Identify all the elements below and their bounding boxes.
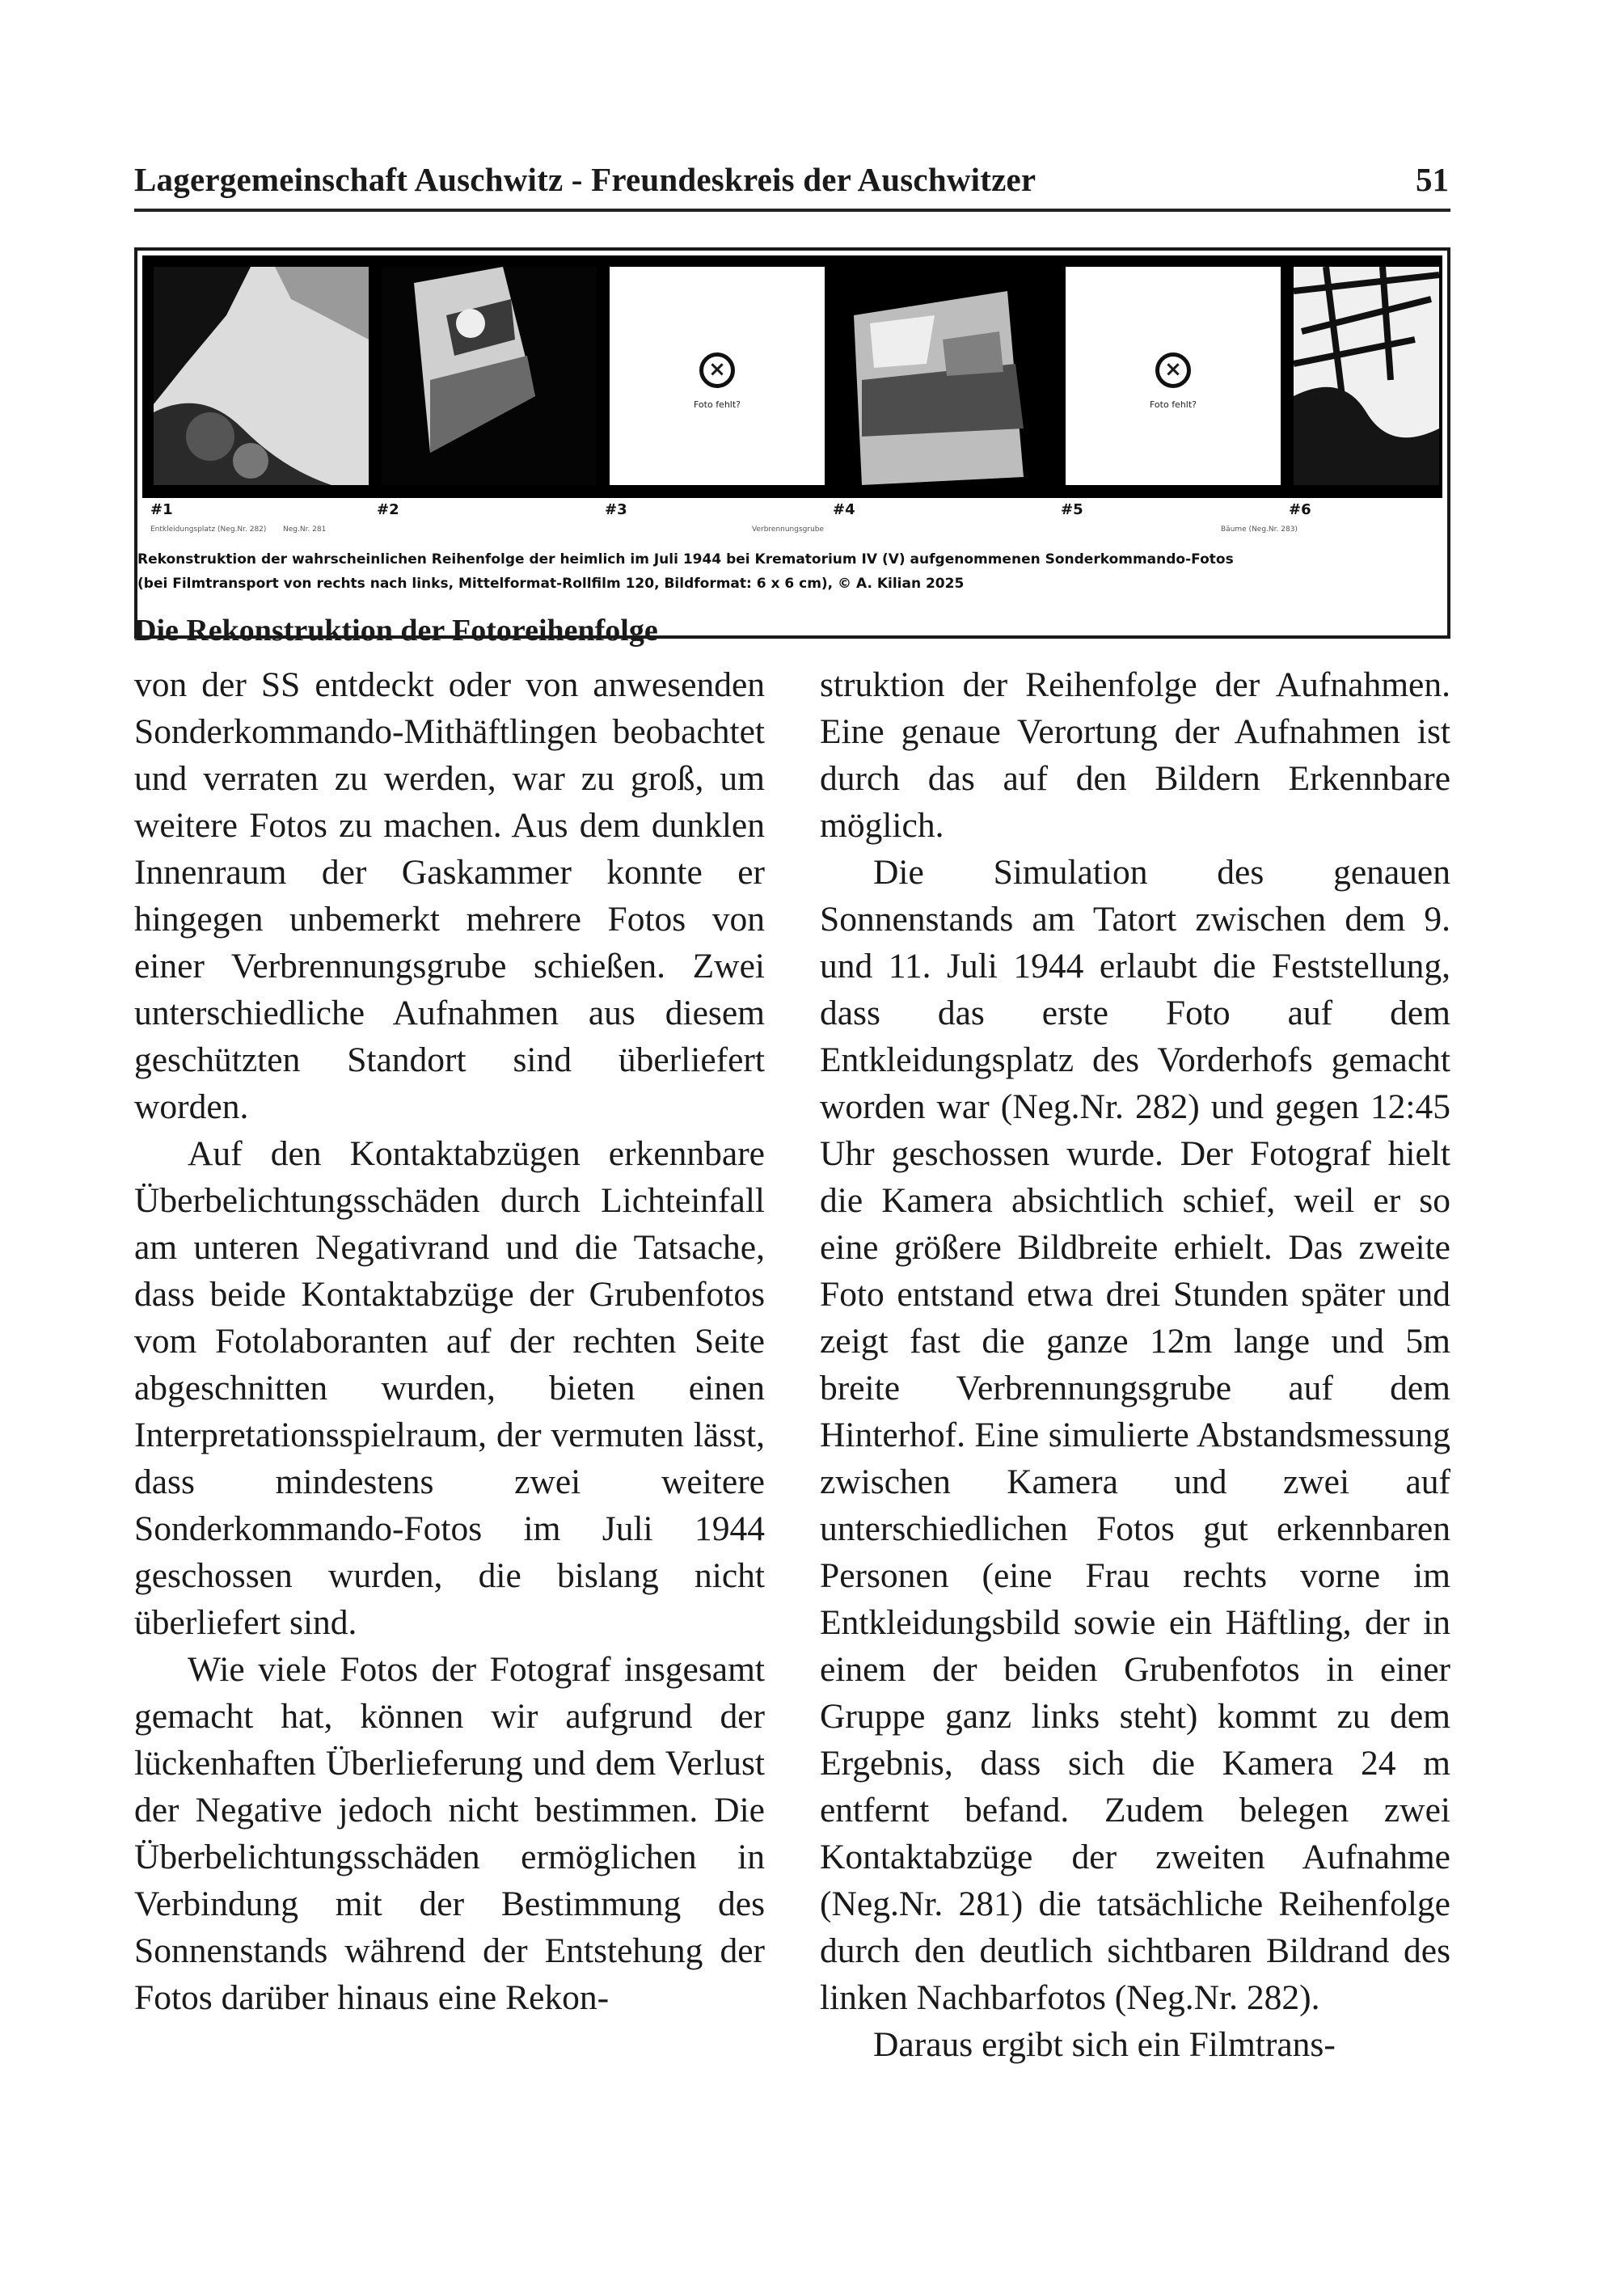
frame-number-2: #2 (377, 501, 399, 518)
paragraph: Wie viele Fotos der Fotograf insgesamt gemacht hat, können wir aufgrund der lückenhaften Überlieferung und dem Verlust der Negative jedoch nicht bestimmen. Die Überbelichtungsschäden ermöglichen in Verbindung mit der Bestimmung des Sonnenstands während der Entstehung der Fotos darüber hinaus eine Rekon- (134, 1650, 765, 2017)
film-strip-figure (134, 247, 1450, 639)
photo-4-image (838, 267, 1053, 485)
frame-number-6: #6 (1289, 501, 1311, 518)
frame-number-5: #5 (1061, 501, 1083, 518)
paragraph: Daraus ergibt sich ein Filmtrans- (873, 2025, 1336, 2064)
right-column (820, 661, 1450, 2068)
missing-photo-text: Foto fehlt? (1149, 399, 1197, 410)
frame-number-3: #3 (605, 501, 627, 518)
figure-caption: Die Rekonstruktion der Fotoreihenfolge (134, 614, 658, 648)
figure-credit-line-2: (bei Filmtransport von rechts nach links, Mittelformat-Rollfilm 120, Bildformat: 6 x 6 cm), © A. Kilian 2025 (137, 576, 965, 592)
photo-frame-6 (1294, 267, 1439, 485)
photo-6-image (1294, 267, 1439, 485)
frame-label-4: Verbrennungsgrube (752, 525, 825, 534)
header-title: Lagergemeinschaft Auschwitz - Freundeskreis der Auschwitzer (134, 161, 1036, 198)
left-column (134, 661, 765, 2021)
missing-photo-icon: × (699, 352, 735, 388)
photo-2-image (382, 267, 597, 485)
paragraph: struktion der Reihenfolge der Aufnahmen. Eine genaue Verortung der Aufnahmen ist durch das auf den Bildern Erkennbare möglich. (820, 665, 1450, 845)
photo-1-image (154, 267, 369, 485)
missing-frame-5 (1066, 267, 1281, 485)
paragraph: von der SS entdeckt oder von anwesenden Sonderkommando-Mithäftlingen beobachtet und verraten zu werden, war zu groß, um weitere Fotos zu machen. Aus dem dunklen Innenraum der Gaskammer konnte er hingegen unbemerkt mehrere Fotos von einer Verbrennungsgrube schießen. Zwei unterschiedliche Aufnahmen aus diesem geschützten Standort sind überliefert worden. (134, 665, 765, 1126)
photo-frame-4 (838, 267, 1053, 485)
missing-frame-3 (610, 267, 825, 485)
figure-credit-line-1: Rekonstruktion der wahrscheinlichen Reihenfolge der heimlich im Juli 1944 bei Krematorium IV (V) aufgenommenen Sonderkommando-Fotos (137, 551, 1234, 568)
frame-label-6: Bäume (Neg.Nr. 283) (1221, 525, 1298, 534)
paragraph: Auf den Kontaktabzügen erkennbare Überbelichtungsschäden durch Lichteinfall am unteren Negativrand und die Tatsache, dass beide Kontaktabzüge der Grubenfotos vom Fotolaboranten auf der rechten Seite abgeschnitten wurden, bieten einen Interpretationsspielraum, der vermuten lässt, dass mindestens zwei weitere Sonderkommando-Fotos im Juli 1944 geschossen wurden, die bislang nicht überliefert sind. (134, 1134, 765, 1642)
photo-frame-1 (154, 267, 369, 485)
film-strip (142, 255, 1442, 498)
frame-number-1: #1 (150, 501, 173, 518)
page-number: 51 (1416, 161, 1449, 198)
missing-photo-text: Foto fehlt? (693, 399, 741, 410)
frame-label-1: Entkleidungsplatz (Neg.Nr. 282) (150, 525, 267, 534)
photo-frame-2 (382, 267, 597, 485)
missing-photo-icon: × (1155, 352, 1191, 388)
paragraph: Die Simulation des genauen Sonnenstands am Tatort zwischen dem 9. und 11. Juli 1944 erlaubt die Feststellung, dass das erste Foto auf dem Entkleidungsplatz des Vorderhofs gemacht worden war (Neg.Nr. 282) und gegen 12:45 Uhr geschossen wurde. Der Fotograf hielt die Kamera absichtlich schief, weil er so eine größere Bildbreite erhielt. Das zweite Foto entstand etwa drei Stunden später und zeigt fast die ganze 12m lange und 5m breite Verbrennungsgrube auf dem Hinterhof. Eine simulierte Abstandsmessung zwischen Kamera und zwei auf unterschiedlichen Fotos gut erkennbaren Personen (eine Frau rechts vorne im Entkleidungsbild sowie ein Häftling, der in einem der beiden Grubenfotos in einer Gruppe ganz links steht) kommt zu dem Ergebnis, dass sich die Kamera 24 m entfernt befand. Zudem belegen zwei Kontaktabzüge der zweiten Aufnahme (Neg.Nr. 281) die tatsächliche Reihenfolge durch den deutlich sichtbaren Bildrand des linken Nachbarfotos (Neg.Nr. 282). (820, 853, 1450, 2017)
frame-number-4: #4 (833, 501, 855, 518)
running-header (134, 158, 1450, 212)
frame-label-2: Neg.Nr. 281 (283, 525, 327, 534)
